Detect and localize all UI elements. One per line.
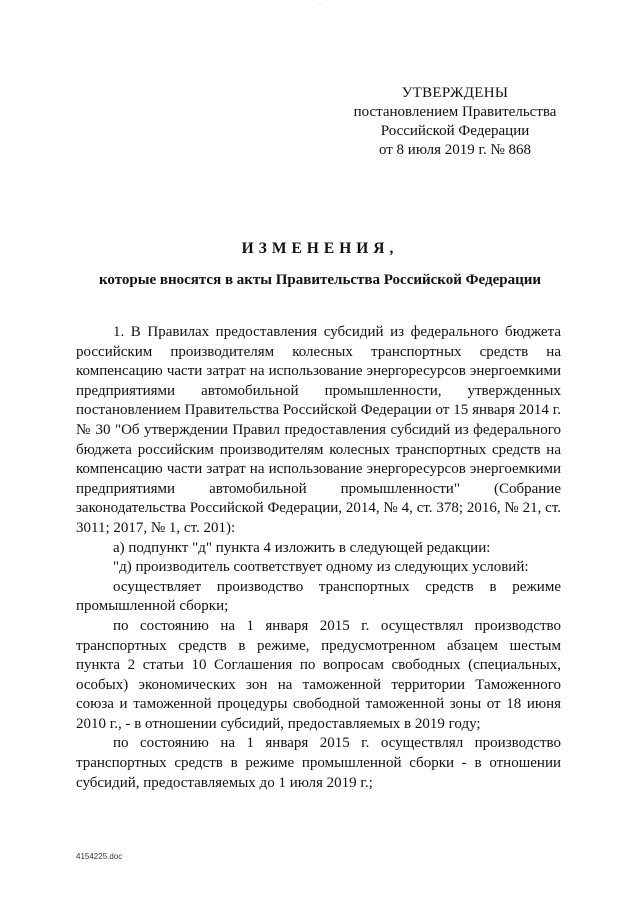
paragraph-2: а) подпункт "д" пункта 4 изложить в следующей редакции: xyxy=(113,539,491,556)
paragraph-6: по состоянию на 1 января 2015 г. осуществлял производство транспортных средств в режиме промышленной сборки - в отношении субсидий, предоставляемых до 1 июля 2019 г.; xyxy=(76,735,561,791)
paragraph-1: 1. В Правилах предоставления субсидий из федерального бюджета российским производителям колесных транспортных средств на компенсацию части затрат на использование энергоресурсов энергоемкими предприятиями автомобильной промышленности, утвержденных постановлением Правительства Российской Федерации от 15 января 2014 г. № 30 "Об утверждении Правил предоставления субсидий из федерального бюджета российским производителям колесных транспортных средств на компенсацию части затрат на использование энергоресурсов энергоемкими предприятиями автомобильной промышленности" (Собрание законодательства Российской Федерации, 2014, № 4, ст. 378; 2016, № 21, ст. 3011; 2017, № 1, ст. 201): xyxy=(76,324,561,536)
approval-heading: УТВЕРЖДЕНЫ xyxy=(401,85,509,101)
document-title: ИЗМЕНЕНИЯ, xyxy=(241,240,399,257)
approval-line-authority: постановлением Правительства xyxy=(353,104,557,120)
approval-line-date-number: от 8 июля 2019 г. № 868 xyxy=(378,142,532,158)
document-subtitle: которые вносятся в акты Правительства Российской Федерации xyxy=(98,272,542,288)
top-mark: · xyxy=(319,2,321,8)
approval-stamp xyxy=(330,84,580,160)
paragraph-5: по состоянию на 1 января 2015 г. осуществлял производство транспортных средств в режиме, предусмотренном абзацем шестым пункта 2 статьи 10 Соглашения по вопросам свободных (специальных, особых) экономических зон на таможенной территории Таможенного союза и таможенной процедуры свободной таможенной зоны от 18 июня 2010 г., - в отношении субсидий, предоставляемых в 2019 году; xyxy=(76,617,561,732)
paragraph-4: осуществляет производство транспортных средств в режиме промышленной сборки; xyxy=(76,578,561,615)
paragraph-3: "д) производитель соответствует одному из следующих условий: xyxy=(113,559,529,576)
document-body xyxy=(76,323,561,793)
approval-line-country: Российской Федерации xyxy=(380,123,530,139)
footer-file-reference: 4154225.doc xyxy=(76,852,123,861)
